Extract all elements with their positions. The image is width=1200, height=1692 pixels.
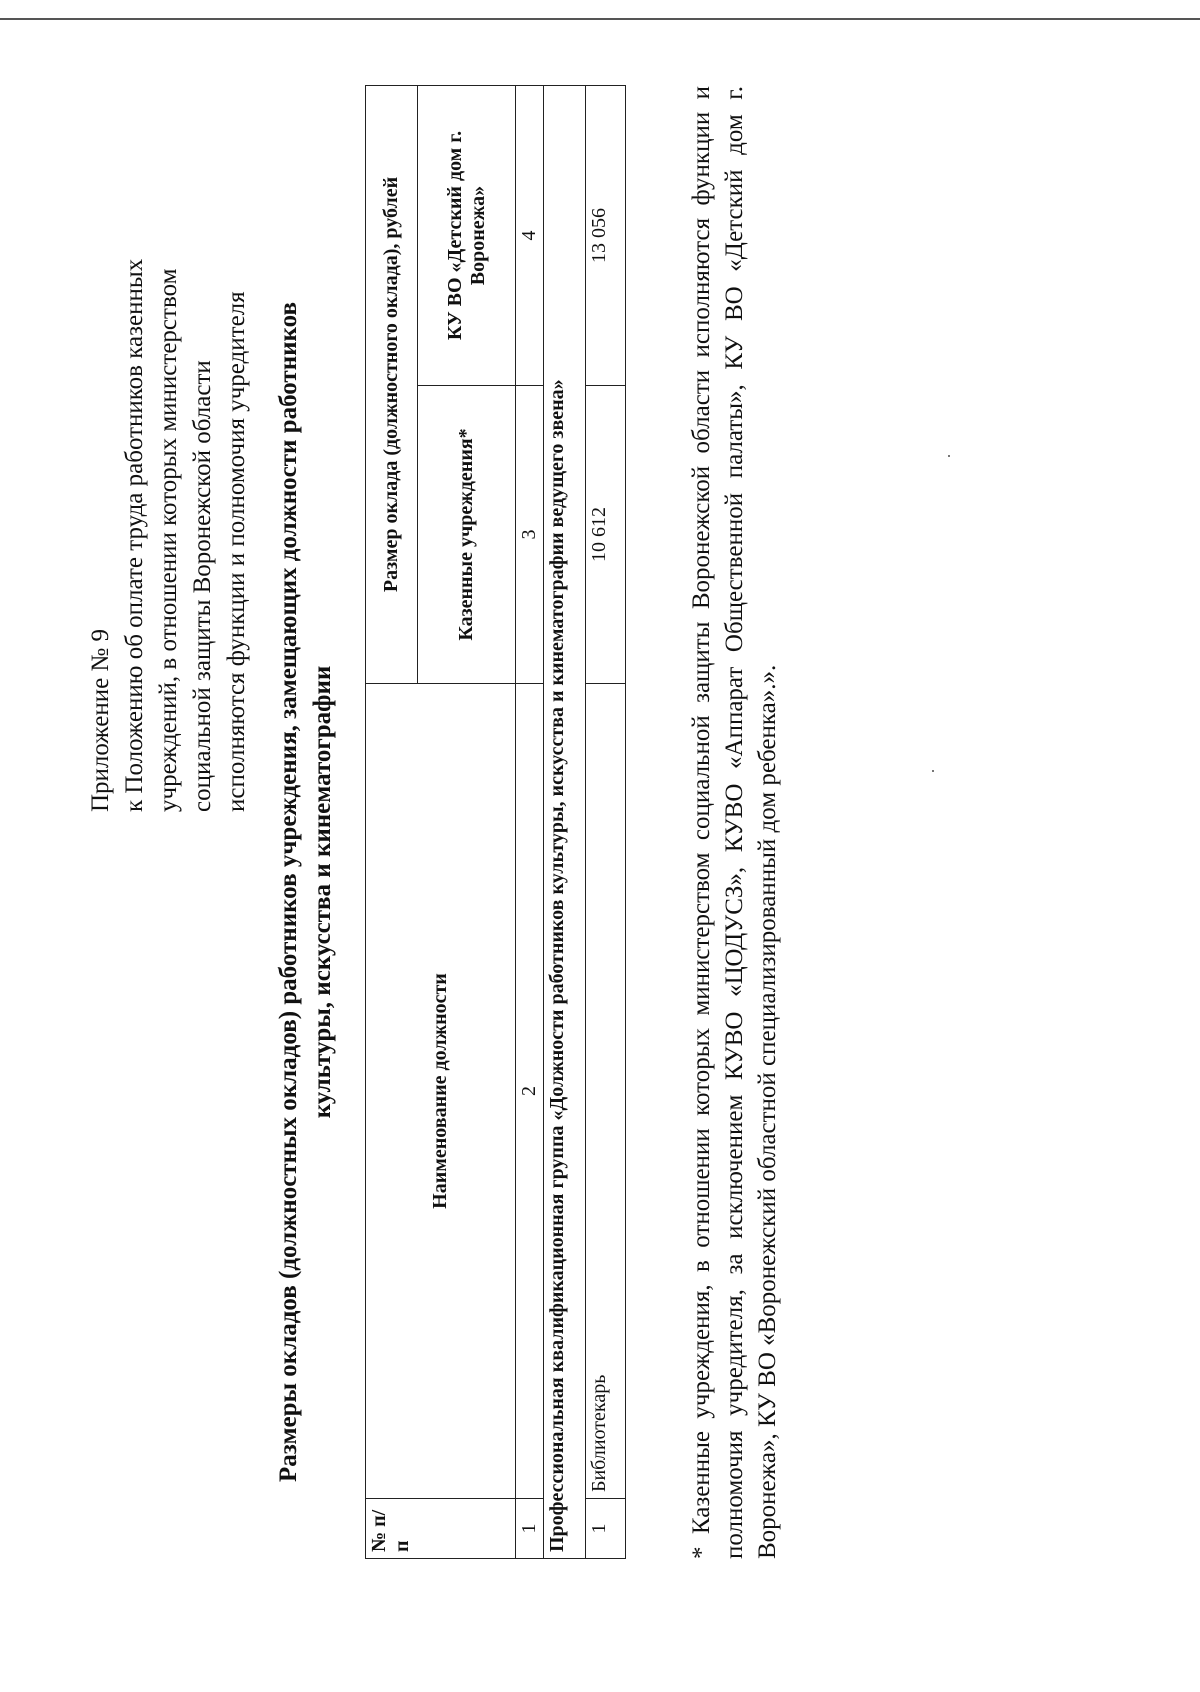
table-row (586, 85, 626, 1558)
row-salary-kuvo: 13 056 (586, 85, 626, 385)
index-cell: 4 (516, 85, 544, 385)
index-cell: 3 (516, 386, 544, 684)
header-line: Приложение № 9 (87, 628, 114, 812)
index-cell: 1 (516, 1499, 544, 1559)
title-line-1: Размеры окладов (должностных окладов) работников учреждения, замещающих должности работников (275, 302, 302, 1482)
qualification-group-row: Профессиональная квалификационная группа «Должности работников культуры, искусства и кинематографии ведущего звена» (544, 85, 586, 1558)
column-header-number: № п/п (366, 1499, 516, 1559)
page-edge-line (0, 18, 1200, 20)
title-line-2: культуры, искусства и кинематографии (309, 665, 336, 1119)
document-title (272, 192, 340, 1592)
row-salary-kazennye: 10 612 (586, 386, 626, 684)
header-line: к Положению об оплате труда работников казенных (121, 258, 148, 812)
header-line: исполняются функции и полномочия учредителя (223, 291, 250, 812)
column-header-kazennye: Казенные учреждения* (418, 386, 516, 684)
index-cell: 2 (516, 684, 544, 1499)
row-number: 1 (586, 1499, 626, 1559)
column-header-salary-size: Размер оклада (должностного оклада), рублей (366, 85, 418, 683)
salary-table (365, 85, 626, 1559)
column-header-position-name: Наименование должности (366, 684, 516, 1499)
footnote: * Казенные учреждения, в отношении которых министерством социальной защиты Воронежской области исполняются функции и полномочия учредителя, за исключением КУВО «ЦОДУСЗ», КУВО «Аппарат Общественной палаты», КУ ВО «Детский дом г. Воронежа», КУ ВО «Воронежский областной специализированный дом ребенка».». (688, 86, 781, 1559)
header-line: учреждений, в отношении которых министерством (155, 268, 182, 812)
scan-speck (948, 455, 950, 457)
row-position-name: Библиотекарь (586, 684, 626, 1499)
header-line: социальной защиты Воронежской области (189, 360, 216, 812)
column-header-kuvo-detskiy-dom: КУ ВО «Детский дом г. Воронежа» (418, 85, 516, 385)
scan-speck (932, 770, 934, 772)
appendix-header (84, 132, 254, 812)
